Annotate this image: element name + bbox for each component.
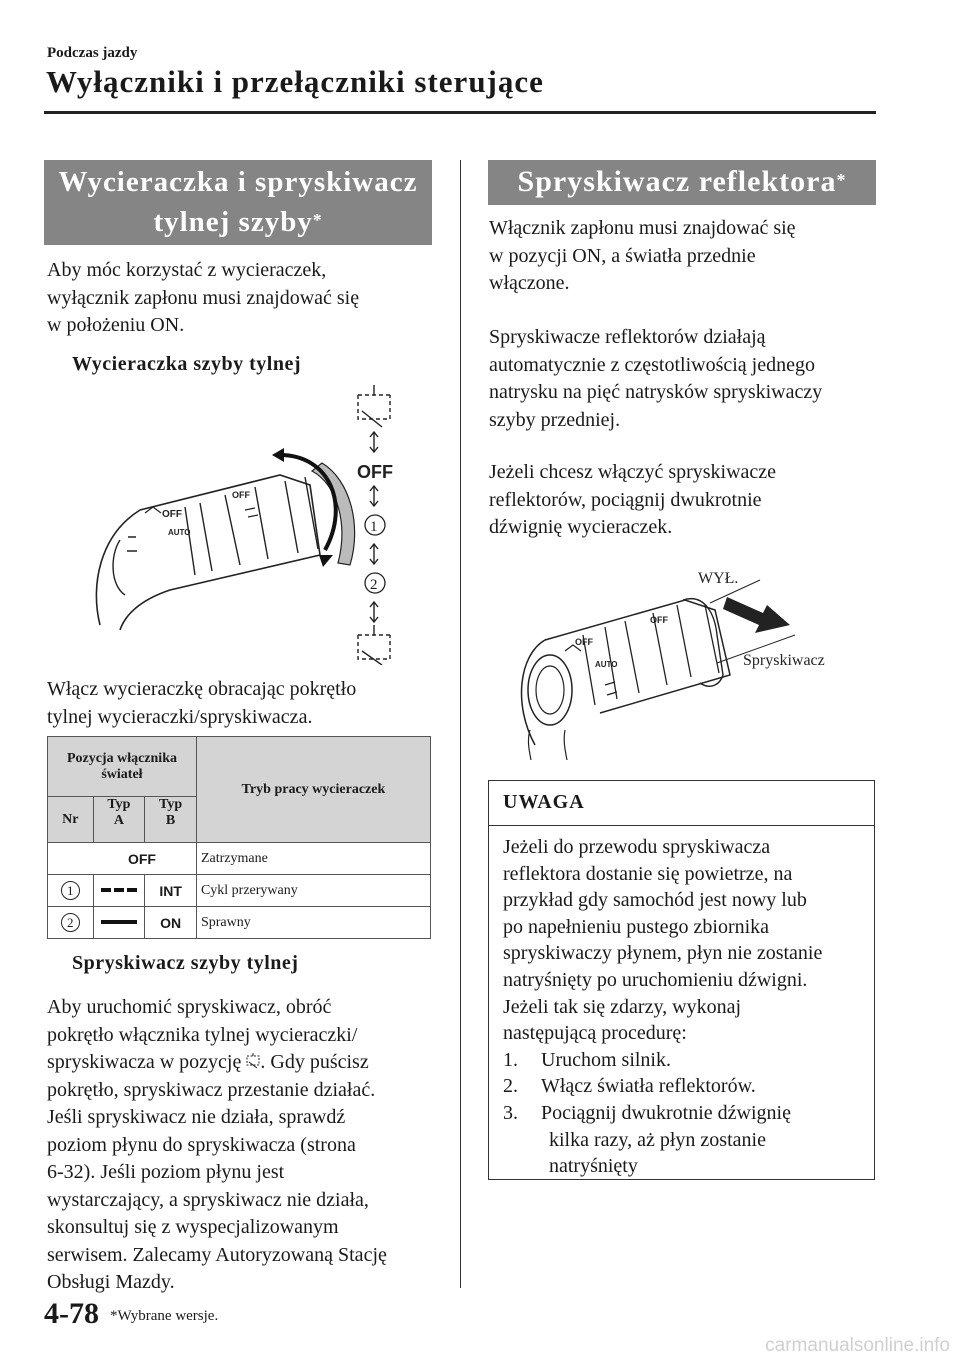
typa-line2: A [113, 813, 124, 828]
washer-line: poziom płynu do spryskiwacza (strona [47, 1133, 356, 1156]
intro-line: w położeniu ON. [47, 314, 185, 336]
switch-position-table [47, 736, 431, 939]
position-off: OFF [357, 462, 393, 482]
off-label: WYŁ. [698, 570, 739, 587]
typb-line1: Typ [159, 797, 183, 812]
type-b-int: INT [145, 875, 197, 907]
procedure-steps [503, 1047, 860, 1180]
position-2: 2 [370, 577, 378, 593]
header-pos-line1: Pozycja włącznika [66, 750, 177, 766]
step-item [503, 1047, 860, 1074]
row-mode: Sprawny [196, 907, 430, 939]
auto-paragraph [489, 324, 822, 434]
headlight-washer-lever-figure [505, 555, 875, 760]
section-label: Podczas jazdy [47, 45, 138, 61]
washer-line-part: spryskiwacza w pozycję [47, 1051, 247, 1073]
washer-line: skonsultuj się z wyspecjalizowanym [47, 1216, 339, 1238]
note-line: po napełnieniu pustego zbiornika [503, 915, 770, 938]
step-number: 3. [503, 1101, 518, 1124]
banner-line1: Wycieraczka i spryskiwacz [58, 166, 418, 198]
intro-paragraph [47, 257, 359, 340]
washer-label: Spryskiwacz [743, 652, 825, 669]
washer-line: pokrętło włącznika tylnej wycieraczki/ [47, 1023, 358, 1046]
step-number: 2. [503, 1075, 518, 1098]
header-type-b [145, 797, 197, 843]
intro-line: Aby móc korzystać z wycieraczek, [47, 259, 327, 281]
intro-line: wyłącznik zapłonu musi znajdować się [47, 286, 360, 309]
lever-auto-label: AUTO [595, 660, 618, 669]
type-a-int-symbol [93, 875, 145, 907]
note-line: spryskiwaczy płynem, płyn nie zostanie [503, 942, 823, 965]
header-pos-line2: świateł [101, 766, 143, 782]
row-number [48, 875, 94, 907]
note-line: reflektora dostanie się powietrze, na [503, 862, 793, 885]
rear-wiper-lever-figure [80, 385, 420, 665]
lever-off-label: OFF [575, 637, 593, 647]
washer-position-icon [358, 625, 390, 665]
washer-line-icon [47, 1049, 447, 1077]
p1-line: włączone. [489, 272, 570, 294]
p3-line: Jeżeli chcesz włączyć spryskiwacze [489, 461, 777, 483]
rear-wiper-banner [44, 160, 432, 245]
p2-line: natrysku na pięć natrysków spryskiwaczy [489, 381, 823, 403]
circled-number: 2 [61, 913, 80, 932]
optional-star: * [836, 170, 847, 190]
lever-off-label: OFF [162, 509, 182, 520]
page-title: Wyłączniki i przełączniki sterujące [46, 64, 544, 99]
note-line: Jeżeli do przewodu spryskiwacza [503, 836, 771, 858]
subheading-rear-wiper: Wycieraczka szyby tylnej [72, 353, 301, 375]
header-wiper-mode: Tryb pracy wycieraczek [196, 737, 430, 843]
step-number: 1. [503, 1048, 518, 1071]
typb-line2: B [165, 813, 176, 828]
instruction-line: Włącz wycieraczkę obracając pokrętło [47, 678, 357, 700]
instruction-line: tylnej wycieraczki/spryskiwacza. [47, 705, 313, 728]
row-number [48, 907, 94, 939]
washer-line: wystarczający, a spryskiwacz nie działa, [47, 1188, 369, 1211]
table-row [48, 875, 431, 907]
header-type-a [93, 797, 145, 843]
banner-line2: tylnej szyby [153, 206, 313, 238]
ignition-paragraph [489, 215, 796, 298]
p3-line: dźwignię wycieraczek. [489, 516, 673, 538]
optional-star: * [312, 210, 323, 230]
footnote: *Wybrane wersje. [110, 1308, 219, 1324]
table-row [48, 843, 431, 875]
note-line: natryśnięty po uruchomieniu dźwigni. [503, 968, 808, 991]
step-text: Uruchom silnik. [541, 1048, 671, 1071]
header-nr: Nr [48, 797, 94, 843]
subheading-rear-washer: Spryskiwacz szyby tylnej [72, 952, 299, 974]
p1-line: w pozycji ON, a światła przednie [489, 244, 756, 267]
note-line: przykład gdy samochód jest nowy lub [503, 889, 807, 912]
note-line: następującą procedurę: [503, 1022, 687, 1045]
header-switch-position [48, 737, 197, 797]
row-mode: Zatrzymane [196, 843, 430, 875]
washer-line: Obsługi Mazdy. [47, 1271, 175, 1293]
note-line: Jeżeli tak się zdarzy, wykonaj [503, 995, 742, 1018]
lever-auto-label: AUTO [168, 528, 191, 537]
step-text: Pociągnij dwukrotnie dźwignię [541, 1101, 791, 1124]
pull-paragraph [489, 459, 776, 542]
p2-line: automatycznie z częstotliwością jednego [489, 353, 815, 376]
washer-line-part: . Gdy puścisz [260, 1051, 369, 1073]
note-box [488, 780, 875, 1180]
headlight-washer-banner [488, 160, 876, 205]
p3-line: reflektorów, pociągnij dwukrotnie [489, 488, 762, 511]
step-item [503, 1100, 860, 1180]
watermark: carmanualsonline.info [765, 1335, 950, 1356]
row-mode: Cykl przerywany [196, 875, 430, 907]
table-row [48, 907, 431, 939]
p2-line: szyby przedniej. [489, 408, 621, 431]
step-text-cont: kilka razy, aż płyn zostanie [549, 1128, 766, 1151]
washer-paragraph [47, 994, 447, 1297]
note-body [489, 826, 874, 1180]
wiper-position-icon-top [358, 385, 390, 427]
lever-off-label-2: OFF [650, 615, 668, 625]
title-rule [44, 111, 876, 114]
banner-text: Spryskiwacz reflektora [517, 165, 837, 198]
step-item [503, 1073, 860, 1100]
position-1: 1 [370, 519, 378, 535]
solid-line-icon [99, 918, 139, 926]
page-number: 4-78 [44, 1297, 99, 1330]
washer-line: 6-32). Jeśli poziom płynu jest [47, 1161, 285, 1183]
circled-number: 1 [61, 881, 80, 900]
row-off-position: OFF [48, 843, 197, 875]
washer-line: pokrętło, spryskiwacz przestanie działać. [47, 1078, 376, 1101]
dashed-line-icon [99, 886, 139, 894]
p1-line: Włącznik zapłonu musi znajdować się [489, 217, 796, 239]
p2-line: Spryskiwacze reflektorów działają [489, 326, 766, 348]
typa-line1: Typ [107, 797, 131, 812]
washer-line: Jeśli spryskiwacz nie działa, sprawdź [47, 1106, 346, 1128]
washer-line: serwisem. Zalecamy Autoryzowaną Stację [47, 1243, 387, 1266]
column-divider [460, 160, 461, 1288]
rotate-instruction [47, 676, 356, 731]
step-text: Włącz światła reflektorów. [541, 1075, 756, 1098]
type-a-on-symbol [93, 907, 145, 939]
lever-off-label-2: OFF [232, 490, 250, 500]
type-b-on: ON [145, 907, 197, 939]
step-text-cont: natryśnięty [549, 1155, 638, 1178]
washer-line: Aby uruchomić spryskiwacz, obróć [47, 996, 332, 1018]
washer-icon [246, 1053, 260, 1069]
note-title: UWAGA [489, 781, 874, 826]
